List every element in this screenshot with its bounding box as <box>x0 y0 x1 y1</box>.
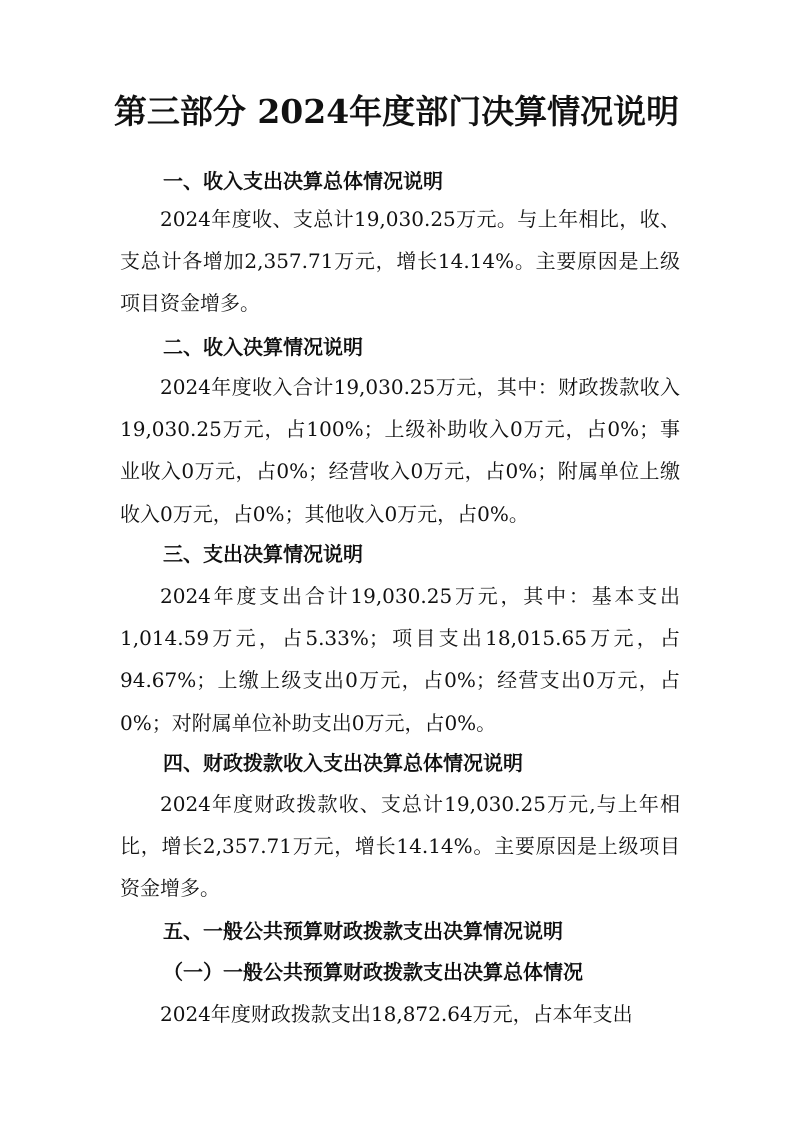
section-3-heading: 三、支出决算情况说明 <box>163 542 363 566</box>
section-5-heading: 五、一般公共预算财政拨款支出决算情况说明 <box>163 919 563 943</box>
section-3-paragraph: 2024年度支出合计19,030.25万元，其中：基本支出1,014.59万元，占5.33%；项目支出18,015.65万元，占94.67%；上缴上级支出0万元，占0%；经营支出0万元，占0%；对附属单位补助支出0万元，占0%。 <box>120 584 680 735</box>
section-5-paragraph: 2024年度财政拨款支出18,872.64万元，占本年支出 <box>160 1002 633 1026</box>
section-1-paragraph: 2024年度收、支总计19,030.25万元。与上年相比，收、支总计各增加2,357.71万元，增长14.14%。主要原因是上级项目资金增多。 <box>120 207 680 316</box>
section-2-heading: 二、收入决算情况说明 <box>163 335 363 359</box>
section-2-paragraph: 2024年度收入合计19,030.25万元，其中：财政拨款收入19,030.25万元，占100%；上级补助收入0万元，占0%；事业收入0万元，占0%；经营收入0万元，占0%；附属单位上缴收入0万元，占0%；其他收入0万元，占0%。 <box>120 375 680 526</box>
section-5-subheading: （一）一般公共预算财政拨款支出决算总体情况 <box>163 960 583 984</box>
section-4-paragraph: 2024年度财政拨款收、支总计19,030.25万元,与上年相比，增长2,357.71万元，增长14.14%。主要原因是上级项目资金增多。 <box>120 792 680 901</box>
section-1-heading: 一、收入支出决算总体情况说明 <box>163 169 443 193</box>
section-4-heading: 四、财政拨款收入支出决算总体情况说明 <box>163 751 523 775</box>
page-title: 第三部分 2024年度部门决算情况说明 <box>113 92 680 131</box>
